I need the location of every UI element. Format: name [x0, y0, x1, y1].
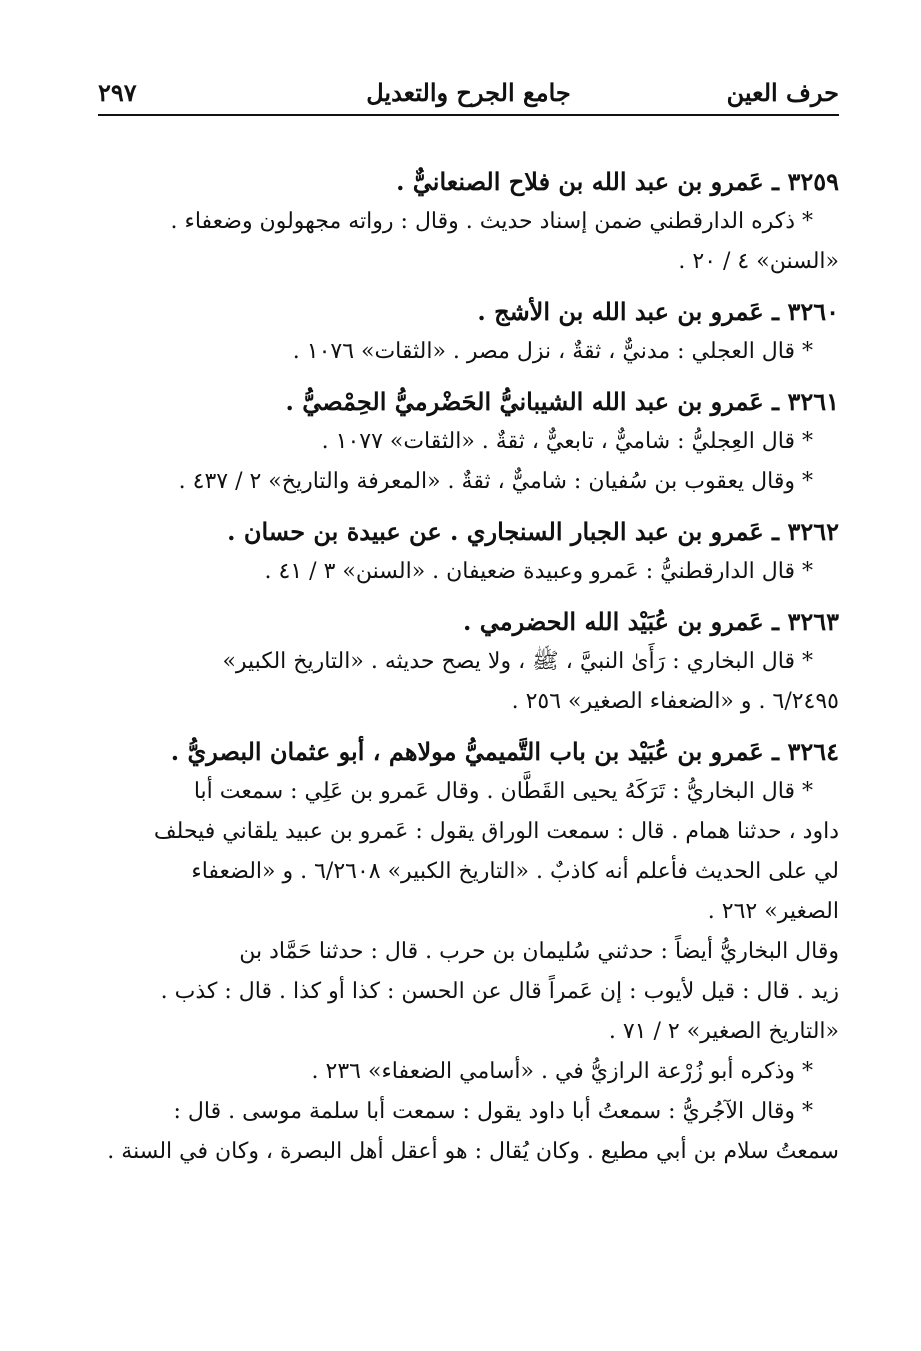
entry-3260 [98, 292, 839, 372]
entry-line: * قال العِجليُّ : شاميٌّ ، تابعيٌّ ، ثقةٌ . «الثقات» ١٠٧٧ . [321, 429, 813, 454]
entry-line: * وقال الآجُريُّ : سمعتُ أبا داود يقول : سمعت أبا سلمة موسى . قال : [173, 1099, 813, 1124]
header-rule [98, 114, 839, 116]
entry-line: سمعتُ سلام بن أبي مطيع . وكان يُقال : هو أعقل أهل البصرة ، وكان في السنة . [107, 1139, 839, 1164]
page-header [98, 74, 839, 110]
entry-line: * قال العجلي : مدنيٌّ ، ثقةٌ ، نزل مصر . «الثقات» ١٠٧٦ . [292, 339, 813, 364]
entry-line: داود ، حدثنا همام . قال : سمعت الوراق يقول : عَمرو بن عبيد يلقاني فيحلف [153, 819, 839, 844]
entry-title: ٣٢٥٩ ـ عَمرو بن عبد الله بن فلاح الصنعانيٌّ . [396, 167, 839, 196]
entry-title: ٣٢٦٤ ـ عَمرو بن عُبَيْد بن باب التَّميميُّ مولاهم ، أبو عثمان البصريُّ . [170, 737, 839, 766]
entry-title: ٣٢٦١ ـ عَمرو بن عبد الله الشيبانيُّ الحَضْرميُّ الحِمْصيُّ . [285, 387, 839, 416]
entry-line: ٦/٢٤٩٥ . و «الضعفاء الصغير» ٢٥٦ . [511, 689, 839, 714]
entry-line: * وقال يعقوب بن سُفيان : شاميٌّ ، ثقةٌ . «المعرفة والتاريخ» ٢ / ٤٣٧ . [178, 469, 813, 494]
entry-3262 [98, 512, 839, 592]
entry-line: * ذكره الدارقطني ضمن إسناد حديث . وقال : رواته مجهولون وضعفاء . [170, 209, 813, 234]
entry-line: الصغير» ٢٦٢ . [707, 899, 839, 924]
entry-line: لي على الحديث فأعلم أنه كاذبٌ . «التاريخ الكبير» ٦/٢٦٠٨ . و «الضعفاء [191, 859, 839, 884]
entry-line: * وذكره أبو زُرْعة الرازيُّ في . «أسامي الضعفاء» ٢٣٦ . [311, 1059, 813, 1084]
entry-line: «السنن» ٤ / ٢٠ . [678, 249, 839, 274]
entry-3263 [98, 602, 839, 722]
entry-line: «التاريخ الصغير» ٢ / ٧١ . [608, 1019, 839, 1044]
book-title: جامع الجرح والتعديل [366, 78, 571, 107]
section-title: حرف العين [726, 78, 839, 107]
entry-line: وقال البخاريُّ أيضاً : حدثني سُليمان بن حرب . قال : حدثنا حَمَّاد بن [239, 939, 839, 964]
entry-line: زيد . قال : قيل لأيوب : إن عَمراً قال عن الحسن : كذا أو كذا . قال : كذب . [160, 979, 839, 1004]
entry-line: * قال البخاري : رَأَىٰ النبيَّ ، ﷺ ، ولا يصح حديثه . «التاريخ الكبير» [222, 649, 813, 674]
entry-line: * قال الدارقطنيُّ : عَمرو وعبيدة ضعيفان . «السنن» ٣ / ٤١ . [264, 559, 813, 584]
page-number: ٢٩٧ [98, 78, 137, 107]
entry-3259 [98, 162, 839, 282]
entry-title: ٣٢٦٣ ـ عَمرو بن عُبَيْد الله الحضرمي . [463, 607, 839, 636]
entry-3264 [98, 732, 839, 1172]
page-body [98, 162, 839, 1182]
entry-title: ٣٢٦٢ ـ عَمرو بن عبد الجبار السنجاري . عن عبيدة بن حسان . [227, 517, 839, 546]
entry-title: ٣٢٦٠ ـ عَمرو بن عبد الله بن الأشج . [477, 297, 839, 326]
entry-line: * قال البخاريُّ : تَرَكَهُ يحيى القَطَّان . وقال عَمرو بن عَلِي : سمعت أبا [193, 779, 813, 804]
entry-3261 [98, 382, 839, 502]
